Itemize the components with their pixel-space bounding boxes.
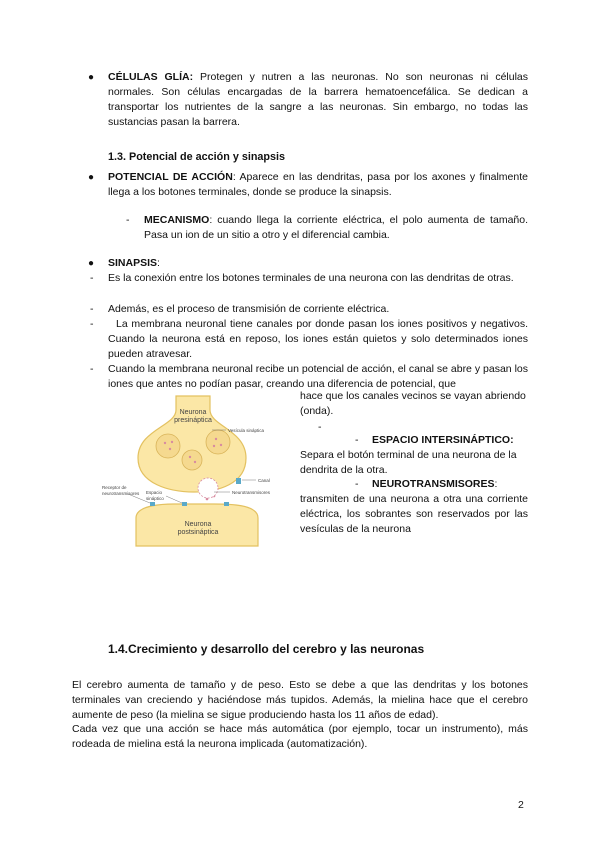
dash-icon: - [90, 272, 94, 284]
receptor [182, 502, 187, 506]
mecanismo-term: MECANISMO [144, 214, 210, 226]
sinapsis-heading: SINAPSIS: [108, 257, 160, 269]
glia-term: CÉLULAS GLÍA: [108, 71, 194, 83]
dash-icon: - [355, 434, 359, 446]
list-item: Cuando la membrana neuronal recibe un potencial de acción, el canal se abre y pasan los iones que antes no podían pasar, creando una diferencia de potencial, que [108, 363, 528, 390]
dash-icon: - [318, 421, 322, 433]
mecanismo-paragraph [144, 213, 528, 243]
synapse-diagram [102, 396, 298, 546]
dash-icon: - [90, 318, 94, 330]
sinapsis-continuation: hace que los canales vecinos se vayan abriendo (onda). [300, 390, 526, 417]
vesicle [206, 430, 230, 454]
label-canal: Canal [258, 478, 270, 483]
receptor [150, 502, 155, 506]
label-neurotransmisores: Neurotransmisores [232, 490, 271, 495]
potencial-paragraph [108, 170, 528, 200]
crecimiento-paragraph-1: El cerebro aumenta de tamaño y de peso. Esto se debe a que las dendritas y los botones terminales van creciendo y haciéndose más tupidos. Además, la mielina hace que el cerebro aumente de peso (la mielina se sigue produciendo hasta los 11 años de edad). [72, 679, 528, 721]
dash-icon: - [90, 303, 94, 315]
espacio-term: ESPACIO INTERSINÁPTICO: [372, 434, 514, 446]
label-post-2: postsináptica [177, 529, 219, 536]
espacio-text: Separa el botón terminal de una neurona de la dendrita de la otra. [300, 449, 517, 476]
label-vesicula: Vesícula sináptica [228, 428, 265, 433]
bullet-icon: ● [88, 72, 95, 83]
label-pre-2: presináptica [174, 417, 212, 424]
neurotransmisores-text: transmiten de una neurona a otra una corriente eléctrica, los sobrantes son reservados por las vesículas de la neurona [300, 493, 528, 535]
list-item: La membrana neuronal tiene canales por donde pasan los iones positivos y negativos. Cuando la neurona está en reposo, los iones están quietos y solo determinados iones pueden atravesar. [108, 318, 528, 360]
channel [236, 478, 241, 484]
crecimiento-paragraph-2: Cada vez que una acción se hace más automática (por ejemplo, tocar un instrumento), más rodeada de mielina está la neurona implicada (automatización). [72, 723, 528, 750]
label-receptor-2: neurotransmisores [102, 491, 140, 496]
dash-icon: - [126, 214, 130, 226]
mecanismo-text: : cuando llega la corriente eléctrica, el polo aumenta de tamaño. Pasa un ion de un sitio a otro y el diferencial cambia. [144, 214, 528, 241]
list-item: Es la conexión entre los botones terminales de una neurona con las dendritas de otras. [108, 272, 514, 284]
potencial-term: POTENCIAL DE ACCIÓN [108, 171, 233, 183]
vesicle [156, 434, 180, 458]
bullet-icon: ● [88, 172, 95, 183]
potencial-text: : Aparece en las dendritas, pasa por los axones y finalmente llega a los botones terminales, donde se produce la sinapsis. [108, 171, 528, 198]
list-item: Además, es el proceso de transmisión de corriente eléctrica. [108, 303, 390, 315]
glia-paragraph [108, 70, 528, 130]
label-espacio-1: Espacio [146, 490, 163, 495]
label-receptor-1: Receptor de [102, 485, 127, 490]
neurotransmisores-term: NEUROTRANSMISORES [372, 478, 495, 490]
receptor [224, 502, 229, 506]
page-number: 2 [518, 799, 524, 811]
glia-text: Protegen y nutren a las neuronas. No son neuronas ni células normales. Son células encargadas de la barrera hematoencefálica. Se dedican a transportar los nutrientes de la sangre a las neuronas. Sin embargo, no todas las sustancias pasan la barrera. [108, 71, 529, 128]
dash-icon: - [90, 363, 94, 375]
vesicle [182, 450, 202, 470]
label-pre-1: Neurona [179, 409, 207, 416]
section-1-3-title: 1.3. Potencial de acción y sinapsis [108, 151, 286, 163]
label-espacio-2: sináptico [146, 496, 164, 501]
sinapsis-term: SINAPSIS [108, 257, 158, 269]
label-post-1: Neurona [184, 521, 212, 528]
dash-icon: - [355, 478, 359, 490]
bullet-icon: ● [88, 258, 95, 269]
section-1-4-title: 1.4.Crecimiento y desarrollo del cerebro y las neuronas [108, 642, 425, 656]
neurotransmisores-heading: NEUROTRANSMISORES: [372, 478, 498, 490]
